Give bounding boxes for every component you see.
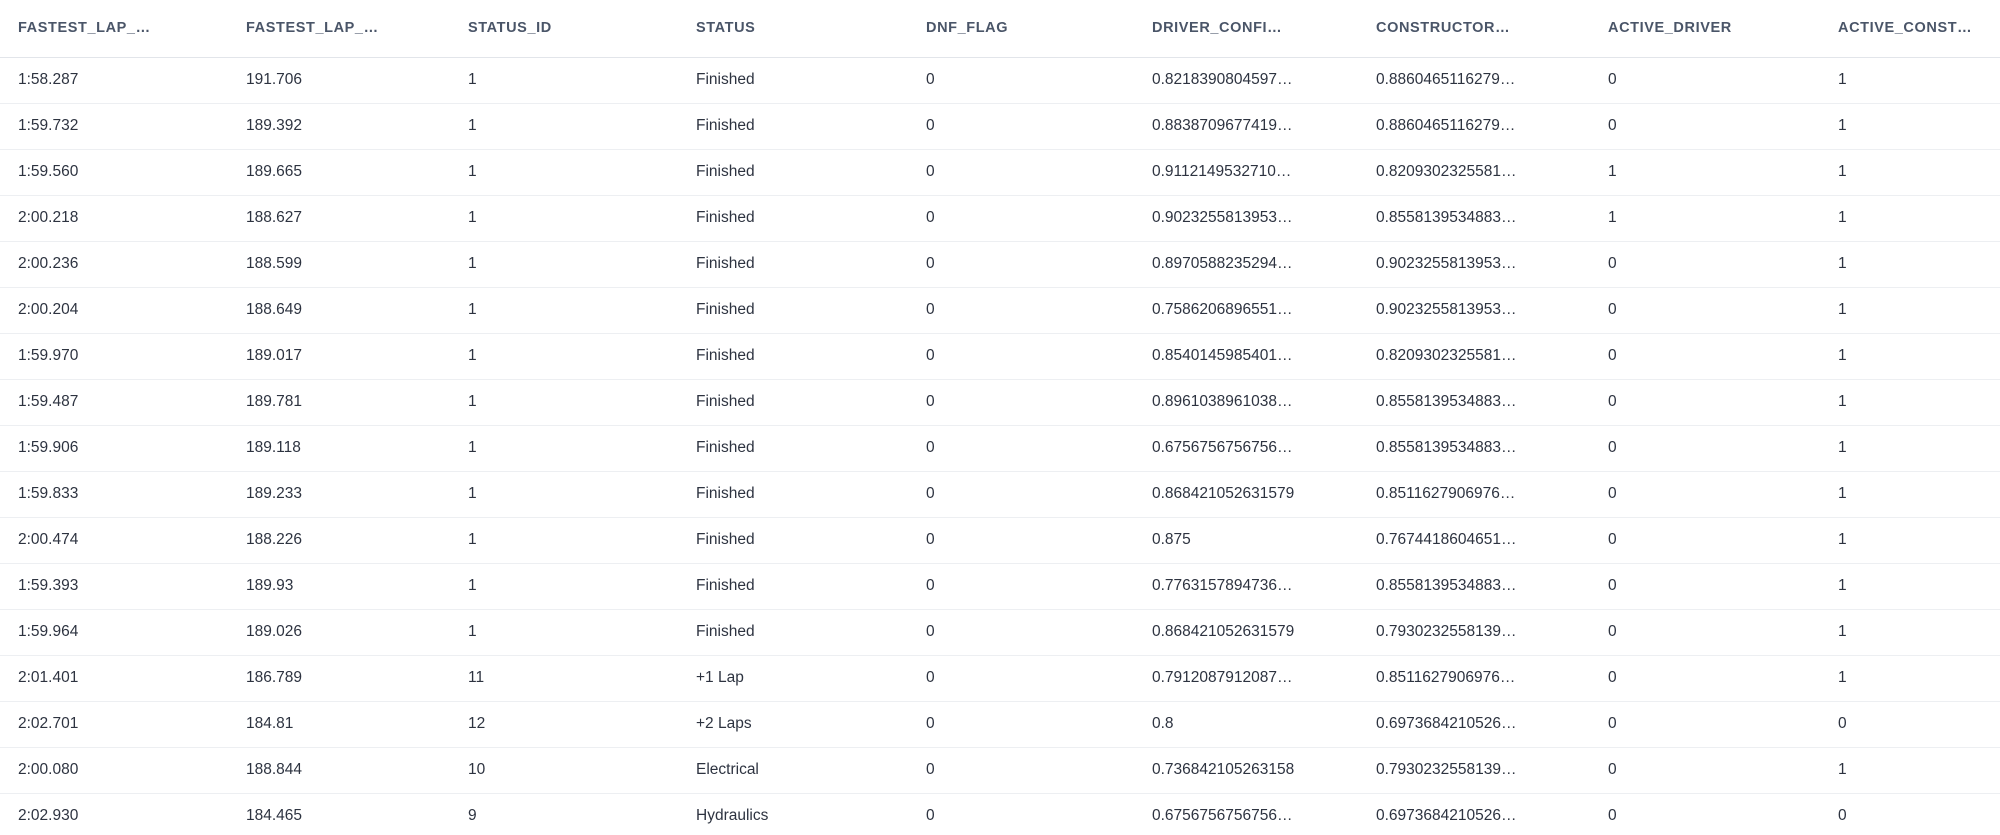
cell-active-driver: 0 <box>1590 471 1820 517</box>
cell-constructor-reliability: 0.9023255813953… <box>1358 287 1590 333</box>
cell-constructor-reliability: 0.8209302325581… <box>1358 333 1590 379</box>
cell-constructor-reliability: 0.9023255813953… <box>1358 241 1590 287</box>
cell-status-id: 1 <box>450 195 678 241</box>
cell-constructor-reliability: 0.8558139534883… <box>1358 379 1590 425</box>
cell-status-id: 1 <box>450 333 678 379</box>
cell-driver-confidence: 0.6756756756756… <box>1134 793 1358 835</box>
cell-status: Finished <box>678 517 908 563</box>
cell-active-driver: 0 <box>1590 609 1820 655</box>
cell-status: Finished <box>678 241 908 287</box>
column-header-active-constructor[interactable]: ACTIVE_CONST… <box>1820 0 2000 57</box>
cell-driver-confidence: 0.736842105263158 <box>1134 747 1358 793</box>
cell-active-driver: 0 <box>1590 287 1820 333</box>
cell-dnf-flag: 0 <box>908 333 1134 379</box>
cell-dnf-flag: 0 <box>908 655 1134 701</box>
cell-fastest-lap-speed: 188.599 <box>228 241 450 287</box>
cell-fastest-lap-speed: 191.706 <box>228 57 450 103</box>
cell-dnf-flag: 0 <box>908 149 1134 195</box>
cell-fastest-lap-time: 1:59.732 <box>0 103 228 149</box>
cell-status: Hydraulics <box>678 793 908 835</box>
column-header-status[interactable]: STATUS <box>678 0 908 57</box>
cell-constructor-reliability: 0.7930232558139… <box>1358 747 1590 793</box>
cell-dnf-flag: 0 <box>908 287 1134 333</box>
cell-constructor-reliability: 0.8558139534883… <box>1358 563 1590 609</box>
cell-active-constructor: 1 <box>1820 287 2000 333</box>
cell-fastest-lap-time: 1:59.393 <box>0 563 228 609</box>
cell-driver-confidence: 0.868421052631579 <box>1134 609 1358 655</box>
cell-dnf-flag: 0 <box>908 241 1134 287</box>
column-header-driver-confidence[interactable]: DRIVER_CONFI… <box>1134 0 1358 57</box>
cell-driver-confidence: 0.8540145985401… <box>1134 333 1358 379</box>
cell-driver-confidence: 0.8961038961038… <box>1134 379 1358 425</box>
table-row[interactable] <box>0 241 2000 287</box>
cell-status-id: 11 <box>450 655 678 701</box>
cell-active-constructor: 1 <box>1820 241 2000 287</box>
cell-constructor-reliability: 0.8860465116279… <box>1358 57 1590 103</box>
cell-fastest-lap-time: 1:59.833 <box>0 471 228 517</box>
cell-status-id: 1 <box>450 241 678 287</box>
cell-status: Finished <box>678 563 908 609</box>
cell-constructor-reliability: 0.6973684210526… <box>1358 701 1590 747</box>
table-row[interactable] <box>0 747 2000 793</box>
cell-status-id: 1 <box>450 517 678 563</box>
cell-status: Finished <box>678 609 908 655</box>
cell-fastest-lap-speed: 189.781 <box>228 379 450 425</box>
cell-constructor-reliability: 0.6973684210526… <box>1358 793 1590 835</box>
cell-status: Finished <box>678 425 908 471</box>
cell-fastest-lap-time: 1:58.287 <box>0 57 228 103</box>
cell-driver-confidence: 0.7912087912087… <box>1134 655 1358 701</box>
column-header-fastest-lap-time[interactable]: FASTEST_LAP_… <box>0 0 228 57</box>
table-row[interactable] <box>0 287 2000 333</box>
cell-constructor-reliability: 0.8511627906976… <box>1358 471 1590 517</box>
cell-status-id: 1 <box>450 149 678 195</box>
cell-dnf-flag: 0 <box>908 471 1134 517</box>
cell-status-id: 1 <box>450 379 678 425</box>
cell-active-constructor: 1 <box>1820 471 2000 517</box>
cell-status: +1 Lap <box>678 655 908 701</box>
cell-active-driver: 0 <box>1590 655 1820 701</box>
table-row[interactable] <box>0 379 2000 425</box>
cell-fastest-lap-speed: 189.93 <box>228 563 450 609</box>
cell-status: Finished <box>678 149 908 195</box>
cell-constructor-reliability: 0.7930232558139… <box>1358 609 1590 655</box>
cell-active-constructor: 1 <box>1820 747 2000 793</box>
table-row[interactable] <box>0 333 2000 379</box>
column-header-dnf-flag[interactable]: DNF_FLAG <box>908 0 1134 57</box>
cell-fastest-lap-time: 2:00.236 <box>0 241 228 287</box>
cell-driver-confidence: 0.8218390804597… <box>1134 57 1358 103</box>
table-row[interactable] <box>0 793 2000 835</box>
cell-fastest-lap-time: 1:59.487 <box>0 379 228 425</box>
cell-active-constructor: 0 <box>1820 701 2000 747</box>
cell-constructor-reliability: 0.8558139534883… <box>1358 425 1590 471</box>
cell-dnf-flag: 0 <box>908 57 1134 103</box>
cell-dnf-flag: 0 <box>908 379 1134 425</box>
cell-driver-confidence: 0.8838709677419… <box>1134 103 1358 149</box>
cell-status-id: 1 <box>450 471 678 517</box>
table-row[interactable] <box>0 701 2000 747</box>
cell-status-id: 12 <box>450 701 678 747</box>
cell-fastest-lap-speed: 189.233 <box>228 471 450 517</box>
cell-active-driver: 0 <box>1590 241 1820 287</box>
table-row[interactable] <box>0 609 2000 655</box>
cell-active-driver: 0 <box>1590 563 1820 609</box>
cell-active-constructor: 1 <box>1820 57 2000 103</box>
cell-constructor-reliability: 0.8860465116279… <box>1358 103 1590 149</box>
cell-fastest-lap-time: 2:00.204 <box>0 287 228 333</box>
table-header-row <box>0 0 2000 57</box>
cell-fastest-lap-time: 2:00.218 <box>0 195 228 241</box>
cell-fastest-lap-time: 1:59.906 <box>0 425 228 471</box>
cell-fastest-lap-time: 2:01.401 <box>0 655 228 701</box>
table-row[interactable] <box>0 149 2000 195</box>
table-body <box>0 57 2000 835</box>
cell-status-id: 1 <box>450 563 678 609</box>
cell-dnf-flag: 0 <box>908 195 1134 241</box>
table-row[interactable] <box>0 655 2000 701</box>
cell-constructor-reliability: 0.8558139534883… <box>1358 195 1590 241</box>
cell-status: +2 Laps <box>678 701 908 747</box>
cell-status-id: 10 <box>450 747 678 793</box>
cell-status: Finished <box>678 57 908 103</box>
cell-constructor-reliability: 0.8209302325581… <box>1358 149 1590 195</box>
cell-fastest-lap-speed: 189.392 <box>228 103 450 149</box>
cell-active-driver: 0 <box>1590 333 1820 379</box>
cell-active-driver: 0 <box>1590 103 1820 149</box>
column-header-fastest-lap-speed[interactable]: FASTEST_LAP_… <box>228 0 450 57</box>
cell-dnf-flag: 0 <box>908 517 1134 563</box>
cell-status-id: 9 <box>450 793 678 835</box>
cell-constructor-reliability: 0.7674418604651… <box>1358 517 1590 563</box>
cell-fastest-lap-speed: 189.118 <box>228 425 450 471</box>
cell-active-constructor: 1 <box>1820 563 2000 609</box>
cell-status: Electrical <box>678 747 908 793</box>
cell-fastest-lap-speed: 186.789 <box>228 655 450 701</box>
cell-status: Finished <box>678 195 908 241</box>
cell-driver-confidence: 0.9023255813953… <box>1134 195 1358 241</box>
column-header-status-id[interactable]: STATUS_ID <box>450 0 678 57</box>
cell-fastest-lap-speed: 188.649 <box>228 287 450 333</box>
cell-fastest-lap-time: 2:00.474 <box>0 517 228 563</box>
cell-active-constructor: 1 <box>1820 655 2000 701</box>
cell-driver-confidence: 0.7586206896551… <box>1134 287 1358 333</box>
cell-active-driver: 1 <box>1590 149 1820 195</box>
cell-status-id: 1 <box>450 103 678 149</box>
cell-status: Finished <box>678 103 908 149</box>
table-row[interactable] <box>0 517 2000 563</box>
cell-fastest-lap-time: 2:02.701 <box>0 701 228 747</box>
cell-dnf-flag: 0 <box>908 747 1134 793</box>
cell-active-driver: 0 <box>1590 379 1820 425</box>
cell-active-driver: 0 <box>1590 701 1820 747</box>
cell-active-driver: 0 <box>1590 793 1820 835</box>
cell-driver-confidence: 0.875 <box>1134 517 1358 563</box>
cell-fastest-lap-speed: 188.844 <box>228 747 450 793</box>
cell-fastest-lap-speed: 189.026 <box>228 609 450 655</box>
cell-fastest-lap-time: 1:59.964 <box>0 609 228 655</box>
cell-active-constructor: 1 <box>1820 149 2000 195</box>
cell-active-driver: 0 <box>1590 425 1820 471</box>
cell-fastest-lap-speed: 189.017 <box>228 333 450 379</box>
cell-status-id: 1 <box>450 609 678 655</box>
cell-active-driver: 0 <box>1590 57 1820 103</box>
cell-fastest-lap-speed: 184.81 <box>228 701 450 747</box>
cell-fastest-lap-time: 1:59.970 <box>0 333 228 379</box>
cell-dnf-flag: 0 <box>908 701 1134 747</box>
cell-driver-confidence: 0.8970588235294… <box>1134 241 1358 287</box>
cell-driver-confidence: 0.868421052631579 <box>1134 471 1358 517</box>
cell-fastest-lap-speed: 188.627 <box>228 195 450 241</box>
cell-active-constructor: 1 <box>1820 517 2000 563</box>
table-row[interactable] <box>0 57 2000 103</box>
cell-status-id: 1 <box>450 287 678 333</box>
cell-driver-confidence: 0.7763157894736… <box>1134 563 1358 609</box>
cell-status: Finished <box>678 333 908 379</box>
cell-fastest-lap-speed: 189.665 <box>228 149 450 195</box>
table-row[interactable] <box>0 471 2000 517</box>
cell-fastest-lap-time: 2:00.080 <box>0 747 228 793</box>
cell-fastest-lap-time: 1:59.560 <box>0 149 228 195</box>
cell-active-driver: 1 <box>1590 195 1820 241</box>
cell-driver-confidence: 0.9112149532710… <box>1134 149 1358 195</box>
cell-dnf-flag: 0 <box>908 425 1134 471</box>
cell-driver-confidence: 0.6756756756756… <box>1134 425 1358 471</box>
cell-active-constructor: 0 <box>1820 793 2000 835</box>
column-header-constructor-reliability[interactable]: CONSTRUCTOR… <box>1358 0 1590 57</box>
cell-active-constructor: 1 <box>1820 425 2000 471</box>
cell-fastest-lap-speed: 188.226 <box>228 517 450 563</box>
cell-status-id: 1 <box>450 57 678 103</box>
cell-fastest-lap-time: 2:02.930 <box>0 793 228 835</box>
cell-active-constructor: 1 <box>1820 333 2000 379</box>
cell-status: Finished <box>678 379 908 425</box>
table-row[interactable] <box>0 563 2000 609</box>
cell-dnf-flag: 0 <box>908 609 1134 655</box>
cell-active-driver: 0 <box>1590 747 1820 793</box>
cell-constructor-reliability: 0.8511627906976… <box>1358 655 1590 701</box>
cell-dnf-flag: 0 <box>908 793 1134 835</box>
cell-dnf-flag: 0 <box>908 563 1134 609</box>
table-row[interactable] <box>0 425 2000 471</box>
cell-active-constructor: 1 <box>1820 195 2000 241</box>
cell-status: Finished <box>678 287 908 333</box>
cell-active-constructor: 1 <box>1820 379 2000 425</box>
cell-active-constructor: 1 <box>1820 609 2000 655</box>
cell-active-constructor: 1 <box>1820 103 2000 149</box>
cell-dnf-flag: 0 <box>908 103 1134 149</box>
cell-driver-confidence: 0.8 <box>1134 701 1358 747</box>
cell-active-driver: 0 <box>1590 517 1820 563</box>
cell-status: Finished <box>678 471 908 517</box>
table-row[interactable] <box>0 195 2000 241</box>
column-header-active-driver[interactable]: ACTIVE_DRIVER <box>1590 0 1820 57</box>
cell-status-id: 1 <box>450 425 678 471</box>
table-row[interactable] <box>0 103 2000 149</box>
cell-fastest-lap-speed: 184.465 <box>228 793 450 835</box>
table-header <box>0 0 2000 57</box>
